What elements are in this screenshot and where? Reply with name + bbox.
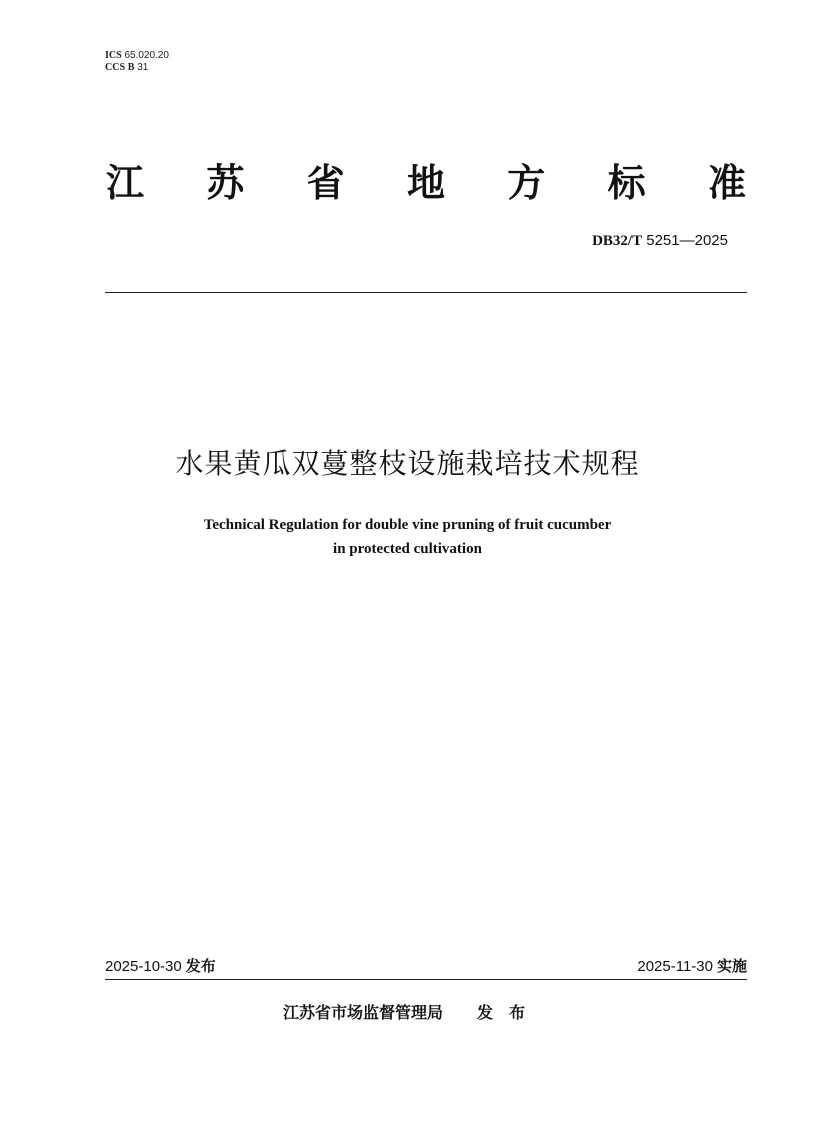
footer-divider xyxy=(105,979,747,980)
ccs-code xyxy=(105,62,169,74)
ccs-label: CCS xyxy=(105,62,126,73)
implementation-date xyxy=(637,956,747,977)
issuer-action: 发布 xyxy=(477,1003,542,1022)
issuer-name: 江苏省市场监督管理局 xyxy=(283,1003,444,1022)
issue-date xyxy=(105,956,216,977)
standard-number-prefix: DB32/T xyxy=(592,233,643,249)
standard-type-char: 苏 xyxy=(206,161,245,205)
standard-type-char: 准 xyxy=(707,161,746,205)
standard-type-char: 标 xyxy=(607,161,646,205)
issuing-authority xyxy=(283,1002,541,1024)
standard-type-char: 地 xyxy=(406,161,445,205)
ics-code xyxy=(105,50,169,62)
classification-codes xyxy=(105,50,169,74)
implementation-date-label: 实施 xyxy=(716,957,747,975)
implementation-date-value: 2025-11-30 xyxy=(637,958,713,975)
english-title-line-2: in protected cultivation xyxy=(333,541,482,557)
standard-number xyxy=(592,231,728,251)
ccs-letter: B xyxy=(127,62,135,73)
document-title-chinese: 水果黄瓜双蔓整枝设施栽培技术规程 xyxy=(175,447,640,480)
ccs-value: 31 xyxy=(137,62,149,73)
standard-type-char: 方 xyxy=(507,161,546,205)
ics-value: 65.020.20 xyxy=(124,50,169,61)
issue-date-label: 发布 xyxy=(185,957,216,975)
english-title-line-1: Technical Regulation for double vine pruning of fruit cucumber xyxy=(203,517,612,533)
document-title-english xyxy=(0,513,815,561)
issue-date-value: 2025-10-30 xyxy=(105,958,182,975)
ics-label: ICS xyxy=(105,50,122,61)
standard-number-value: 5251—2025 xyxy=(646,232,728,249)
standard-type-char: 省 xyxy=(306,161,345,205)
standard-type-char: 江 xyxy=(105,161,144,205)
standard-type-title xyxy=(105,158,747,208)
header-divider xyxy=(105,292,747,293)
